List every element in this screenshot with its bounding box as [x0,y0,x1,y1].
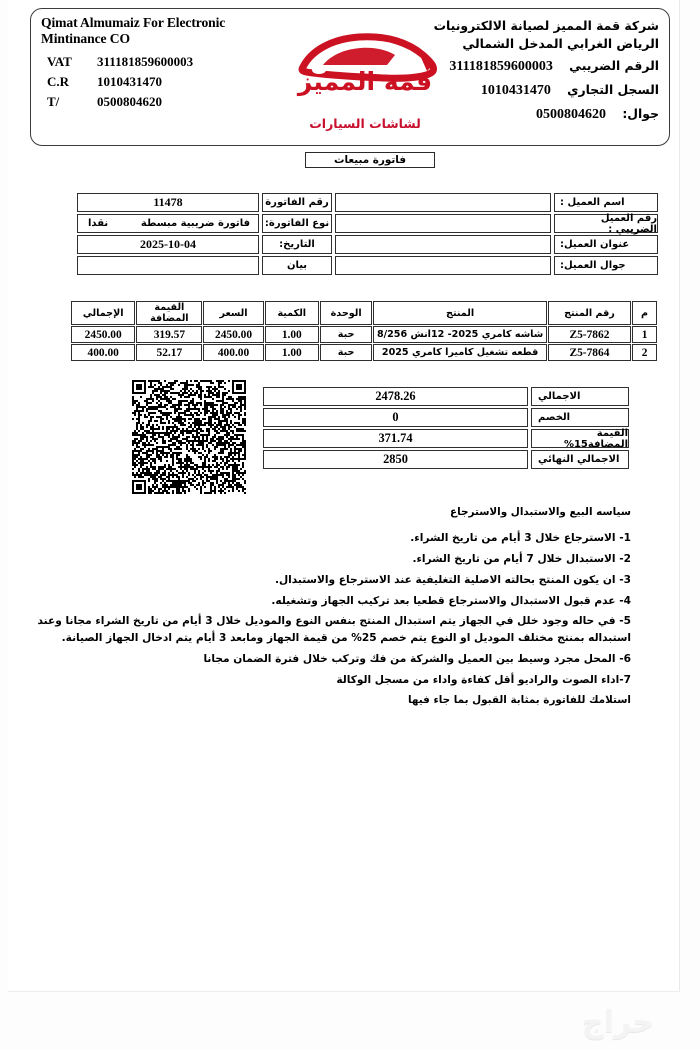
customer-vat-label: رقم العميل الضريبي : [554,214,658,233]
policy-item-7: 7-اداء الصوت والراديو أقل كفاءة واداء من مسجل الوكالة [336,674,631,686]
totals-table [263,387,629,471]
vat-label-en: VAT [47,54,72,69]
cell-total: 400.00 [71,344,135,361]
totals-row-vat [263,429,629,448]
policy-item-6: 6- المحل مجرد وسيط بين العميل والشركة من فك وتركب خلال فترة الضمان مجانا [203,653,631,665]
cell-index: 2 [632,344,657,361]
tel-row-en [41,94,291,110]
mobile-label-ar: جوال: [622,106,659,121]
col-vat: القيمة المضافة [136,301,202,325]
company-name-ar: شركة قمة المميز لصيانة الالكترونيات [433,18,659,33]
invoice-type-value [77,214,259,233]
col-unit: الوحدة [320,301,373,325]
cell-product: شاشه كامري 2025- 12انش 8/256 [373,326,546,343]
col-product: المنتج [373,301,546,325]
invoice-qr-code [132,380,246,494]
cell-sku: Z5-7864 [548,344,631,361]
policy-item-5: 5- في حاله وجود خلل في الجهاز يتم استبدال المنتج بنفس النوع والموديل خلال 3 أيام من تاريخ الشراء مجانا وعند استبداله بمنتج مختلف الموديل او النوع يتم خصم 25% من قيمة الجهاز ومابعد 3 أيام يتم ادخال الجهاز الصيانة. [37,615,631,644]
customer-mobile-label: جوال العميل: [554,256,658,275]
policy-item-4: 4- عدم قبول الاستبدال والاسترجاع قطعيا بعد تركيب الجهاز وتشغيله. [271,595,631,607]
totals-row-subtotal [263,387,629,406]
invoice-title-box: فاتورة مبيعات [305,152,435,168]
cell-qty: 1.00 [265,344,319,361]
policy-item-2: 2- الاستبدال خلال 7 أيام من تاريخ الشراء. [412,553,631,565]
customer-name-input[interactable] [335,193,551,212]
items-header-row [71,301,657,325]
table-row [71,344,657,361]
cr-value-en: 1010431470 [97,74,162,89]
invoice-meta-grid [74,193,658,277]
cell-index: 1 [632,326,657,343]
invoice-header-card [30,8,670,146]
invoice-date-value [77,235,259,254]
customer-vat-input[interactable] [335,214,551,233]
vat-value-en: 311181859600003 [97,54,194,69]
qr-canvas [132,380,246,494]
cell-price: 400.00 [203,344,263,361]
totals-row-discount [263,408,629,427]
meta-row-1 [74,193,658,212]
vat-value: 371.74 [263,429,528,448]
logo-sub-text: لشاشات السيارات [309,116,421,131]
policy-acceptance-note: استلامك للفاتورة بمثابة القبول بما جاء فيها [408,694,631,706]
logo-main-text: قمة المميز [297,67,433,96]
cell-vat: 52.17 [136,344,202,361]
cr-label-en: C.R [47,74,70,89]
customer-name-label: اسم العميل : [554,193,658,212]
col-total: الإجمالي [71,301,135,325]
cell-sku: Z5-7862 [548,326,631,343]
tel-label-en: T/ [47,94,60,109]
company-address-ar: الرياض الغرابي المدخل الشمالي [462,36,659,51]
vat-row-ar [399,56,659,77]
return-policy-section [31,505,631,708]
grand-total-label: الاجمالي النهائي [531,450,629,469]
grand-total-value: 2850 [263,450,528,469]
mobile-value-ar: 0500804620 [536,107,607,122]
cell-total: 2450.00 [71,326,135,343]
table-row [71,326,657,343]
col-price: السعر [203,301,263,325]
meta-row-3 [74,235,658,254]
cell-price: 2450.00 [203,326,263,343]
cr-value-ar: 1010431470 [480,83,551,98]
invoice-page [8,0,680,992]
company-name-en: Qimat Almumaiz For Electronic Mintinance CO [41,15,226,46]
invoice-type-label: نوع الفاتورة: [262,214,332,233]
customer-address-label: عنوان العميل: [554,235,658,254]
invoice-no-text: 11478 [153,195,183,209]
policy-item-1: 1- الاسترجاع خلال 3 أيام من تاريخ الشراء. [410,532,631,544]
subtotal-label: الاجمالي [531,387,629,406]
invoice-date-label: التاريخ: [262,235,332,254]
meta-row-4 [74,256,658,275]
items-table [70,300,658,362]
vat-label-ar: الرقم الضريبي [569,58,659,73]
vat-row-en [41,54,291,70]
tel-value-en: 0500804620 [97,94,162,109]
statement-label: بيان [262,256,332,275]
invoice-no-label: رقم الفاتورة [262,193,332,212]
policy-title: سياسه البيع والاستبدال والاسترجاع [450,506,631,518]
mobile-row-ar [399,104,659,125]
cell-product: قطعه تشغيل كاميرا كامري 2025 [373,344,546,361]
cell-unit: حبة [320,326,373,343]
vat-value-ar: 311181859600003 [449,59,553,74]
statement-value[interactable] [77,256,259,275]
invoice-payment-text: نقدا [88,218,109,229]
invoice-no-value [77,193,259,212]
vat-label: القيمة المضافة15% [531,429,629,448]
header-left-english [41,15,291,110]
col-index: م [632,301,657,325]
invoice-date-text: 2025-10-04 [140,237,196,251]
cr-row-en [41,74,291,90]
cr-label-ar: السجل التجاري [567,82,659,97]
discount-label: الخصم [531,408,629,427]
totals-row-grand [263,450,629,469]
cell-vat: 319.57 [136,326,202,343]
meta-row-2 [74,214,658,233]
cell-qty: 1.00 [265,326,319,343]
discount-value: 0 [263,408,528,427]
page-watermark: حراج [581,1005,655,1040]
policy-item-3: 3- ان يكون المنتج بحالته الاصلية التغليفية عند الاسترجاع والاستبدال. [274,574,631,586]
col-sku: رقم المنتج [548,301,631,325]
invoice-type-text: فاتورة ضريبية مبسطة [140,218,250,229]
cr-row-ar [399,80,659,101]
customer-address-input[interactable] [335,235,551,254]
col-qty: الكمية [265,301,319,325]
subtotal-value: 2478.26 [263,387,528,406]
customer-mobile-input[interactable] [335,256,551,275]
cell-unit: حبة [320,344,373,361]
header-right-arabic [399,17,659,125]
